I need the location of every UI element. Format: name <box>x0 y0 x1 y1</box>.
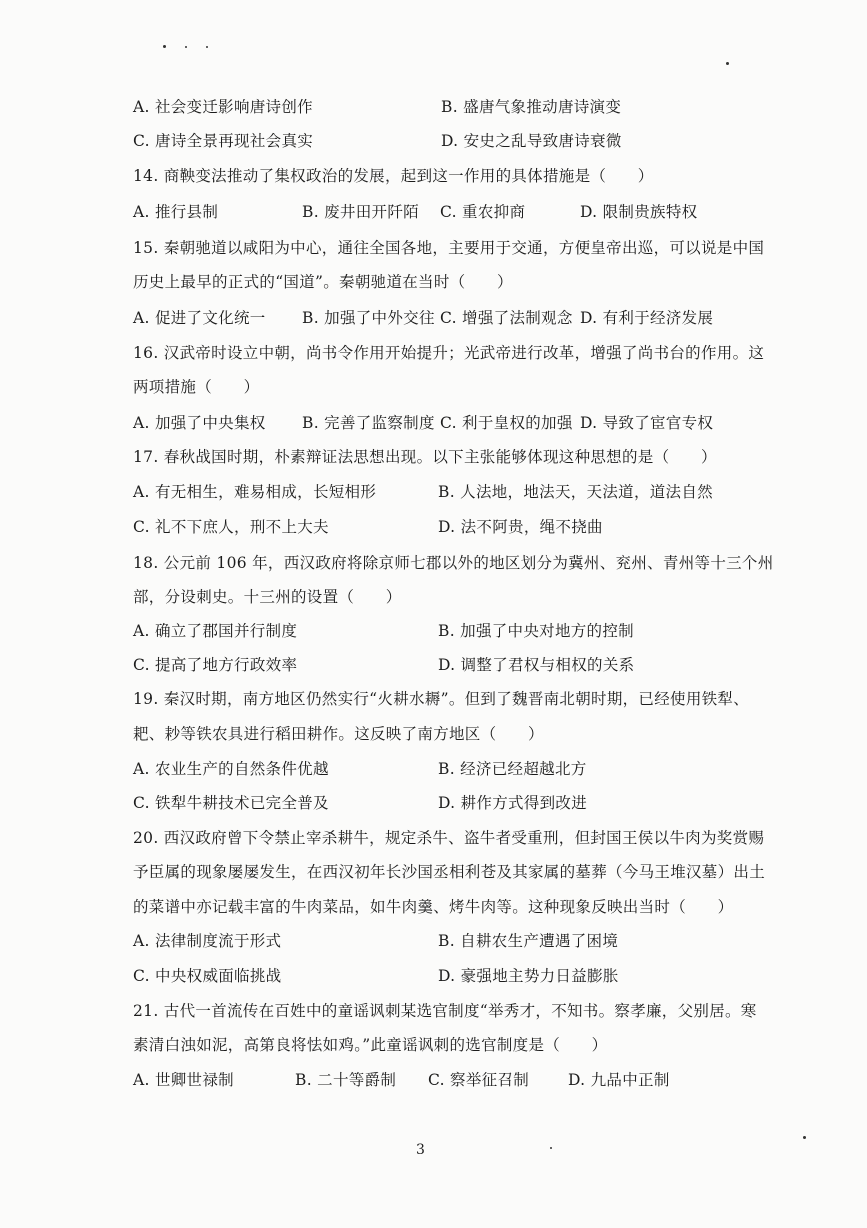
q14-option-b: B. 废井田开阡陌 <box>302 203 419 221</box>
scan-speck <box>206 46 208 48</box>
q16-stem-line-2: 两项措施（ ） <box>133 378 260 396</box>
q19-option-a: A. 农业生产的自然条件优越 <box>133 760 329 778</box>
q20-option-d: D. 豪强地主势力日益膨胀 <box>438 967 619 985</box>
q15-stem-line-2: 历史上最早的正式的“国道”。秦朝驰道在当时（ ） <box>133 273 513 291</box>
q19-stem-line-1: 19. 秦汉时期，南方地区仍然实行“火耕水耨”。但到了魏晋南北朝时期，已经使用铁犁、 <box>133 690 750 708</box>
q21-option-a: A. 世卿世禄制 <box>133 1071 234 1089</box>
q19-option-b: B. 经济已经超越北方 <box>438 760 587 778</box>
q16-option-a: A. 加强了中央集权 <box>133 414 266 432</box>
scan-speck <box>185 46 187 48</box>
q21-stem-line-2: 素清白浊如泥，高第良将怯如鸡。”此童谣讽刺的选官制度是（ ） <box>133 1036 608 1054</box>
q18-option-b: B. 加强了中央对地方的控制 <box>438 622 634 640</box>
q19-option-d: D. 耕作方式得到改进 <box>438 794 588 812</box>
q20-option-b: B. 自耕农生产遭遇了困境 <box>438 932 619 950</box>
q14-option-a: A. 推行县制 <box>133 203 219 221</box>
q13-option-a: A. 社会变迁影响唐诗创作 <box>133 98 313 116</box>
q18-stem-line-2: 部，分设刺史。十三州的设置（ ） <box>133 588 402 606</box>
q15-option-c: C. 增强了法制观念 <box>440 309 573 327</box>
q14-option-d: D. 限制贵族特权 <box>580 203 698 221</box>
q14-option-c: C. 重农抑商 <box>440 203 526 221</box>
scan-speck <box>726 62 729 65</box>
q13-option-d: D. 安史之乱导致唐诗衰微 <box>441 132 622 150</box>
q19-stem-line-2: 耙、耖等铁农具进行稻田耕作。这反映了南方地区（ ） <box>133 725 544 743</box>
q18-option-c: C. 提高了地方行政效率 <box>133 656 298 674</box>
q21-stem-line-1: 21. 古代一首流传在百姓中的童谣讽刺某选官制度“举秀才，不知书。察孝廉，父别居。寒 <box>133 1002 757 1020</box>
page-number: 3 <box>416 1142 425 1158</box>
q15-option-d: D. 有利于经济发展 <box>580 309 714 327</box>
scan-speck <box>550 1147 552 1149</box>
q20-stem-line-1: 20. 西汉政府曾下令禁止宰杀耕牛，规定杀牛、盗牛者受重刑，但封国王侯以牛肉为奖赏赐 <box>133 829 765 847</box>
q21-option-c: C. 察举征召制 <box>428 1071 530 1089</box>
q15-option-b: B. 加强了中外交往 <box>302 309 435 327</box>
q21-option-d: D. 九品中正制 <box>568 1071 670 1089</box>
q20-stem-line-3: 的菜谱中亦记载丰富的牛肉菜品，如牛肉羹、烤牛肉等。这种现象反映出当时（ ） <box>133 898 734 916</box>
q18-option-d: D. 调整了君权与相权的关系 <box>438 656 635 674</box>
q15-stem-line-1: 15. 秦朝驰道以咸阳为中心，通往全国各地，主要用于交通，方便皇帝出巡，可以说是中国 <box>133 239 765 257</box>
scan-speck <box>163 45 166 48</box>
q21-option-b: B. 二十等爵制 <box>295 1071 397 1089</box>
q13-option-c: C. 唐诗全景再现社会真实 <box>133 132 314 150</box>
q15-option-a: A. 促进了文化统一 <box>133 309 266 327</box>
q17-stem: 17. 春秋战国时期，朴素辩证法思想出现。以下主张能够体现这种思想的是（ ） <box>133 448 717 466</box>
q16-option-d: D. 导致了宦官专权 <box>580 414 714 432</box>
q18-stem-line-1: 18. 公元前 106 年，西汉政府将除京师七郡以外的地区划分为冀州、兖州、青州等十三个州 <box>133 554 774 572</box>
q17-option-a: A. 有无相生，难易相成，长短相形 <box>133 483 377 501</box>
q19-option-c: C. 铁犁牛耕技术已完全普及 <box>133 794 329 812</box>
q20-stem-line-2: 予臣属的现象屡屡发生，在西汉初年长沙国丞相利苍及其家属的墓葬（今马王堆汉墓）出土 <box>133 863 766 881</box>
q18-option-a: A. 确立了郡国并行制度 <box>133 622 298 640</box>
q20-option-a: A. 法律制度流于形式 <box>133 932 282 950</box>
q17-option-c: C. 礼不下庶人，刑不上大夫 <box>133 518 329 536</box>
q20-option-c: C. 中央权威面临挑战 <box>133 967 282 985</box>
q17-option-d: D. 法不阿贵，绳不挠曲 <box>438 518 603 536</box>
q16-option-b: B. 完善了监察制度 <box>302 414 435 432</box>
scan-speck <box>803 1136 806 1139</box>
q17-option-b: B. 人法地，地法天，天法道，道法自然 <box>438 483 713 501</box>
q14-stem: 14. 商鞅变法推动了集权政治的发展，起到这一作用的具体措施是（ ） <box>133 167 654 185</box>
q13-option-b: B. 盛唐气象推动唐诗演变 <box>441 98 622 116</box>
q16-stem-line-1: 16. 汉武帝时设立中朝，尚书令作用开始提升；光武帝进行改革，增强了尚书台的作用。这 <box>133 344 765 362</box>
q16-option-c: C. 利于皇权的加强 <box>440 414 573 432</box>
